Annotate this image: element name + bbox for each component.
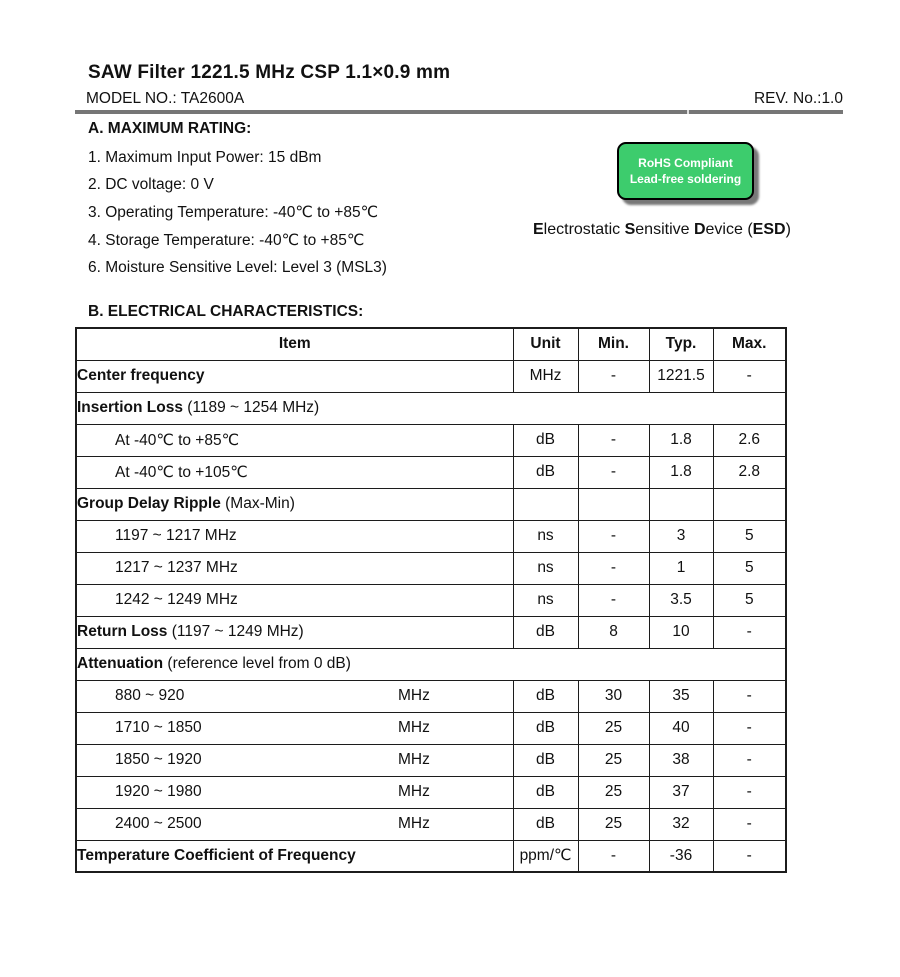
- spec-row: [76, 584, 786, 616]
- spec-row: [76, 424, 786, 456]
- unit-cell: dB: [513, 776, 578, 808]
- spec-row: [76, 520, 786, 552]
- typ-cell: 35: [649, 680, 713, 712]
- item-cell: At -40℃ to +85℃: [76, 424, 513, 456]
- unit-cell: dB: [513, 456, 578, 488]
- unit-cell: dB: [513, 424, 578, 456]
- section-b-heading: B. ELECTRICAL CHARACTERISTICS:: [88, 303, 364, 320]
- min-cell: -: [578, 360, 649, 392]
- esd-text-segment: E: [533, 221, 544, 238]
- max-cell: 5: [713, 584, 786, 616]
- max-cell: 2.6: [713, 424, 786, 456]
- item-cell: Attenuation (reference level from 0 dB): [76, 648, 786, 680]
- max-cell: -: [713, 808, 786, 840]
- spec-row: [76, 488, 786, 520]
- section-row: [76, 648, 786, 680]
- rating-item: 2. DC voltage: 0 V: [88, 176, 214, 194]
- esd-text-segment: evice (: [705, 221, 753, 238]
- maximum-rating-list: [88, 144, 387, 282]
- model-revision-row: [86, 90, 843, 108]
- esd-text-segment: S: [624, 221, 636, 238]
- min-cell: 8: [578, 616, 649, 648]
- rating-item: 4. Storage Temperature: -40℃ to +85℃: [88, 231, 365, 249]
- spec-row: [76, 552, 786, 584]
- column-header-item: Item: [76, 328, 513, 360]
- column-header-max: Max.: [713, 328, 786, 360]
- item-cell: Return Loss (1197 ~ 1249 MHz): [76, 616, 513, 648]
- spec-row: [76, 456, 786, 488]
- max-cell: -: [713, 840, 786, 872]
- typ-cell: 38: [649, 744, 713, 776]
- min-cell: -: [578, 584, 649, 616]
- spec-row: [76, 680, 786, 712]
- item-cell: 1242 ~ 1249 MHz: [76, 584, 513, 616]
- model-number: MODEL NO.: TA2600A: [86, 90, 245, 107]
- esd-text-segment: D: [693, 221, 706, 238]
- min-cell: -: [578, 552, 649, 584]
- item-cell: 2400 ~ 2500 MHz: [76, 808, 513, 840]
- rating-item: 3. Operating Temperature: -40℃ to +85℃: [88, 204, 379, 222]
- max-cell: -: [713, 744, 786, 776]
- min-cell: -: [578, 456, 649, 488]
- max-cell: -: [713, 360, 786, 392]
- page-title: SAW Filter 1221.5 MHz CSP 1.1×0.9 mm: [88, 62, 451, 83]
- unit-cell: MHz: [513, 360, 578, 392]
- rohs-badge-line2: Lead-free soldering: [629, 172, 742, 186]
- column-header-typ: Typ.: [649, 328, 713, 360]
- electrical-table: [75, 327, 787, 873]
- typ-cell: -36: [649, 840, 713, 872]
- min-cell: 25: [578, 808, 649, 840]
- spec-row: [76, 776, 786, 808]
- item-cell: Insertion Loss (1189 ~ 1254 MHz): [76, 392, 786, 424]
- min-cell: 25: [578, 744, 649, 776]
- frequency-range: 1850 ~ 1920: [115, 751, 202, 768]
- typ-cell: 40: [649, 712, 713, 744]
- item-cell: 1710 ~ 1850 MHz: [76, 712, 513, 744]
- column-header-min: Min.: [578, 328, 649, 360]
- unit-cell: dB: [513, 808, 578, 840]
- typ-cell: 37: [649, 776, 713, 808]
- esd-text-segment: lectrostatic: [543, 221, 625, 238]
- revision-number: REV. No.:1.0: [753, 90, 843, 107]
- frequency-range: 2400 ~ 2500: [115, 815, 202, 832]
- rohs-badge-line1: RoHS Compliant: [638, 156, 733, 170]
- min-cell: [578, 488, 649, 520]
- column-header-unit: Unit: [513, 328, 578, 360]
- max-cell: -: [713, 712, 786, 744]
- item-cell: 880 ~ 920 MHz: [76, 680, 513, 712]
- frequency-range: 880 ~ 920: [115, 687, 185, 704]
- item-cell: 1850 ~ 1920 MHz: [76, 744, 513, 776]
- unit-cell: dB: [513, 744, 578, 776]
- unit-cell: dB: [513, 680, 578, 712]
- spec-row: [76, 744, 786, 776]
- typ-cell: 1: [649, 552, 713, 584]
- esd-text-segment: ESD: [752, 221, 786, 238]
- item-cell: At -40℃ to +105℃: [76, 456, 513, 488]
- item-cell: Center frequency: [76, 360, 513, 392]
- table-header-row: [76, 328, 786, 360]
- max-cell: 5: [713, 552, 786, 584]
- unit-cell: ppm/℃: [513, 840, 578, 872]
- frequency-range: 1710 ~ 1850: [115, 719, 202, 736]
- typ-cell: 1.8: [649, 424, 713, 456]
- spec-row: [76, 840, 786, 872]
- min-cell: -: [578, 424, 649, 456]
- typ-cell: 10: [649, 616, 713, 648]
- spec-row: [76, 616, 786, 648]
- max-cell: -: [713, 776, 786, 808]
- typ-cell: 1.8: [649, 456, 713, 488]
- item-cell: 1197 ~ 1217 MHz: [76, 520, 513, 552]
- esd-text-segment: ): [785, 221, 791, 238]
- section-a-heading: A. MAXIMUM RATING:: [88, 120, 252, 137]
- item-cell: Group Delay Ripple (Max-Min): [76, 488, 513, 520]
- typ-cell: [649, 488, 713, 520]
- rohs-compliant-badge: [617, 142, 754, 200]
- item-cell: 1217 ~ 1237 MHz: [76, 552, 513, 584]
- max-cell: -: [713, 680, 786, 712]
- min-cell: 30: [578, 680, 649, 712]
- max-cell: -: [713, 616, 786, 648]
- frequency-range: 1920 ~ 1980: [115, 783, 202, 800]
- typ-cell: 1221.5: [649, 360, 713, 392]
- header-divider-gap: [687, 110, 689, 114]
- table-body: [76, 360, 786, 872]
- max-cell: 5: [713, 520, 786, 552]
- min-cell: -: [578, 520, 649, 552]
- rating-item: 6. Moisture Sensitive Level: Level 3 (MSL3): [88, 258, 387, 276]
- unit-cell: ns: [513, 584, 578, 616]
- min-cell: -: [578, 840, 649, 872]
- esd-text-segment: ensitive: [635, 221, 694, 238]
- unit-cell: [513, 488, 578, 520]
- typ-cell: 3.5: [649, 584, 713, 616]
- item-cell: Temperature Coefficient of Frequency: [76, 840, 513, 872]
- unit-cell: dB: [513, 616, 578, 648]
- spec-row: [76, 808, 786, 840]
- spec-row: [76, 712, 786, 744]
- unit-cell: dB: [513, 712, 578, 744]
- max-cell: 2.8: [713, 456, 786, 488]
- spec-row: [76, 360, 786, 392]
- section-row: [76, 392, 786, 424]
- typ-cell: 3: [649, 520, 713, 552]
- min-cell: 25: [578, 776, 649, 808]
- unit-cell: ns: [513, 520, 578, 552]
- rating-item: 1. Maximum Input Power: 15 dBm: [88, 148, 322, 166]
- item-cell: 1920 ~ 1980 MHz: [76, 776, 513, 808]
- esd-notice: [533, 221, 791, 239]
- typ-cell: 32: [649, 808, 713, 840]
- header-divider: [75, 110, 843, 114]
- min-cell: 25: [578, 712, 649, 744]
- unit-cell: ns: [513, 552, 578, 584]
- max-cell: [713, 488, 786, 520]
